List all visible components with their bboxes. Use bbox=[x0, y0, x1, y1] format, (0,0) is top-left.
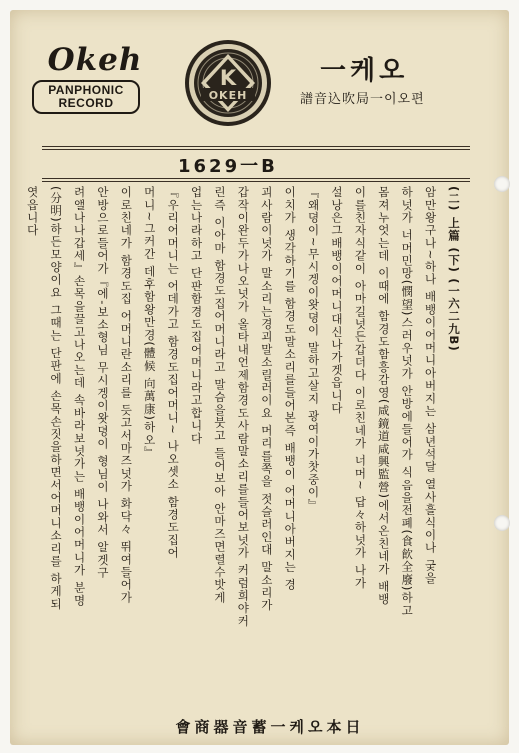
lyrics-line: 갑작이완두가나오넛가 올타내언제함경도사람말소리를들어보넛가 커럼희야커 bbox=[236, 186, 251, 628]
lyrics-line: 이를친자식같이 아마길넛든갑더다 이로친네가 너머~ 답々하넛가 나가 bbox=[353, 186, 368, 590]
brand-korean: 一케오 bbox=[320, 56, 409, 86]
lyrics-line: 설낭은그배뱅이어머니대신나가겟읍니다 bbox=[329, 186, 344, 415]
lyrics-body bbox=[25, 186, 465, 711]
lyrics-line: 이치가 생각하기를 함경도말소리를들어본즉 배뱅이 어머니아버지는 경 bbox=[283, 186, 298, 592]
lyrics-line: 몸져누엇는데 이때에 함경도함흥감영(咸鏡道咸興監營)에서온친네가 배뱅 bbox=[376, 186, 391, 606]
emblem-letter: K bbox=[219, 66, 237, 90]
lyrics-line: 업는나라하고 단판함경도집어머니라고합니다 bbox=[189, 186, 204, 445]
lyrics-line: 머니~그커간 데후함왕만경(體候 向萬康)하오』 bbox=[142, 186, 157, 460]
punch-hole bbox=[494, 176, 510, 192]
lyrics-line: 안방으로들어가『에-보소형님 무시겡이왓뎡이 형님이 나와서 알겟구 bbox=[95, 186, 110, 580]
lyrics-line: 린즉 이아마 함경도집어머니라고 말슴을붓고 들어보아 안마즈면렬수밧게 bbox=[212, 186, 227, 604]
lyrics-line: (分明)하든모양이요 그때는 단판에 손목손짓을하면서어머니소리를 하게되 bbox=[49, 186, 64, 611]
lyrics-line: 하넛가 너머민망(憫望)스러우넛가 안방에들어가 식음을전폐(食飮全廢)하고 bbox=[400, 186, 415, 618]
disc-number: 1629一B bbox=[178, 156, 278, 177]
okeh-script-logo bbox=[30, 42, 160, 78]
lyrics-line: 『왜뎡이~무시겡이왓뎡이 말하고살지 광여이가찻중이』 bbox=[306, 186, 321, 512]
lyrics-line: 엿읍니다 bbox=[25, 186, 40, 237]
punch-hole bbox=[494, 515, 510, 531]
publisher-footer: 日本오케一蓄音器商會 bbox=[175, 718, 365, 736]
lyrics-header: (二) 上篇 (下) (一六二九B) bbox=[447, 186, 461, 352]
emblem-text: OKEH bbox=[208, 89, 248, 102]
lyrics-line: 괴사람이넛가 말소리는경괴말소릴러이요 머리를쪽을 젓슬러인대 말소리가 bbox=[259, 186, 274, 612]
lyrics-line: 이로친네가 함경도집 어머니란소리를 듯고서마즈넛가 화닥々 뛰여들어가 bbox=[119, 186, 134, 604]
lyrics-line: 『우리어머니는 어데가고 함경도집어머니~ 나오셋소 함경도집어 bbox=[166, 186, 181, 560]
brand-script: Okeh bbox=[47, 42, 143, 78]
okeh-emblem-logo bbox=[183, 38, 273, 128]
badge-line2: RECORD bbox=[58, 96, 114, 110]
panphonic-record-badge bbox=[32, 80, 140, 114]
divider bbox=[42, 181, 470, 182]
divider bbox=[42, 149, 470, 150]
badge-line1: PANPHONIC bbox=[48, 83, 124, 97]
divider bbox=[42, 146, 470, 147]
catalog-text: 譜音込吹局一이오편 bbox=[300, 92, 425, 107]
lyrics-line: 암만왕구나~하나 배뱅이어머니아버지는 삼년석달 열사흘식이나 궂을 bbox=[423, 186, 438, 585]
lyrics-line: 려앨나나갑세』손목을끌고나오는데 속바라보넛가는 배뱅이어머니가 분명 bbox=[72, 186, 87, 607]
divider bbox=[42, 178, 470, 179]
